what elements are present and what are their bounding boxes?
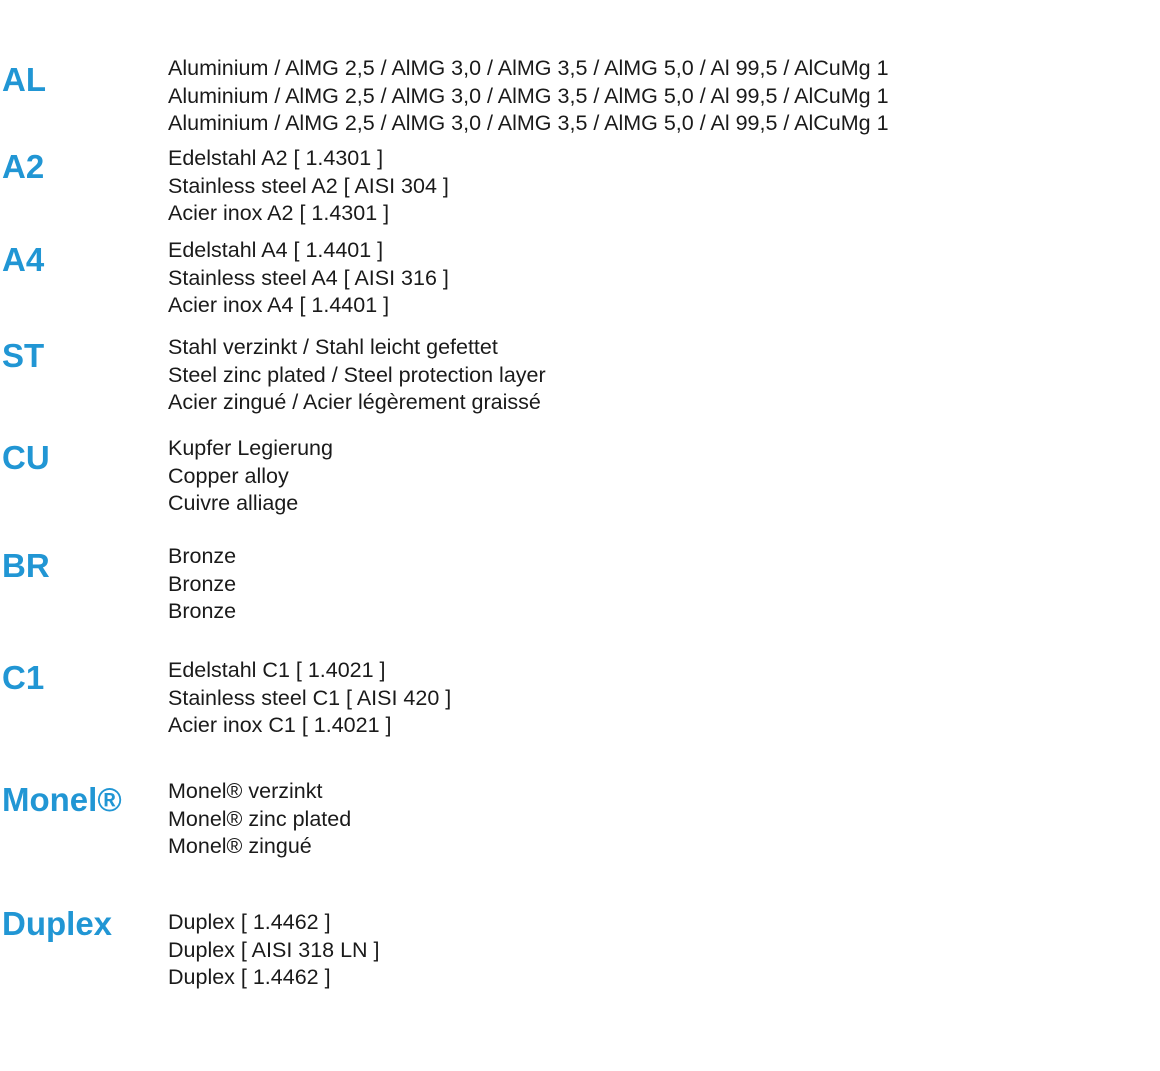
table-row bbox=[0, 307, 1160, 414]
material-code: Monel® bbox=[2, 780, 122, 818]
material-code-cell bbox=[0, 211, 168, 307]
material-description-fr: Acier zingué / Acier légèrement graissé bbox=[168, 390, 541, 414]
material-code: A4 bbox=[2, 240, 45, 278]
table-row bbox=[0, 735, 1160, 863]
material-code-cell bbox=[0, 863, 168, 983]
material-description-en: Steel zinc plated / Steel protection layer bbox=[168, 362, 546, 387]
material-description-de: Edelstahl A2 [ 1.4301 ] bbox=[168, 146, 384, 170]
material-description-en: Stainless steel C1 [ AISI 420 ] bbox=[168, 685, 452, 710]
material-description-fr: Acier inox C1 [ 1.4021 ] bbox=[168, 713, 392, 737]
table-row bbox=[0, 863, 1160, 989]
material-code-cell bbox=[0, 735, 168, 863]
material-code: A2 bbox=[2, 147, 45, 185]
material-description-en: Aluminium / AlMG 2,5 / AlMG 3,0 / AlMG 3,5 / AlMG 5,0 / Al 99,5 / AlCuMg 1 bbox=[168, 83, 889, 108]
table-row bbox=[0, 211, 1160, 317]
material-code: Duplex bbox=[2, 904, 113, 942]
material-description-en: Stainless steel A2 [ AISI 304 ] bbox=[168, 173, 449, 198]
material-description-fr: Monel® zingué bbox=[168, 834, 312, 858]
material-description-en: Duplex [ AISI 318 LN ] bbox=[168, 937, 380, 962]
material-description-cell bbox=[168, 404, 1160, 518]
material-description-en: Monel® zinc plated bbox=[168, 806, 352, 831]
material-description-fr: Cuivre alliage bbox=[168, 491, 299, 515]
material-description-de: Bronze bbox=[168, 544, 237, 568]
material-code-cell bbox=[0, 404, 168, 511]
material-code: AL bbox=[2, 61, 46, 98]
material-description-fr: Acier inox A2 [ 1.4301 ] bbox=[168, 201, 390, 225]
material-description-fr: Duplex [ 1.4462 ] bbox=[168, 965, 331, 989]
material-code-cell bbox=[0, 307, 168, 404]
material-description-cell bbox=[168, 307, 1160, 417]
material-description-cell bbox=[168, 619, 1160, 740]
material-code-cell bbox=[0, 121, 168, 211]
material-description-de: Edelstahl C1 [ 1.4021 ] bbox=[168, 658, 386, 682]
material-description-cell bbox=[168, 511, 1160, 626]
material-code-cell bbox=[0, 619, 168, 735]
table-row bbox=[0, 619, 1160, 735]
material-code: C1 bbox=[2, 658, 45, 696]
table-row bbox=[0, 404, 1160, 515]
material-description-cell bbox=[168, 735, 1160, 861]
material-description-de: Aluminium / AlMG 2,5 / AlMG 3,0 / AlMG 3,5 / AlMG 5,0 / Al 99,5 / AlCuMg 1 bbox=[168, 56, 889, 80]
material-description-de: Monel® verzinkt bbox=[168, 779, 323, 803]
material-description-cell bbox=[168, 863, 1160, 992]
material-description-en: Copper alloy bbox=[168, 463, 289, 488]
material-code: ST bbox=[2, 337, 45, 374]
material-code-cell bbox=[0, 511, 168, 619]
material-code: BR bbox=[2, 546, 50, 584]
material-code: CU bbox=[2, 439, 50, 476]
material-description-de: Kupfer Legierung bbox=[168, 436, 333, 460]
table-row bbox=[0, 511, 1160, 623]
material-description-de: Edelstahl A4 [ 1.4401 ] bbox=[168, 238, 384, 262]
material-description-de: Duplex [ 1.4462 ] bbox=[168, 910, 331, 934]
material-description-fr: Aluminium / AlMG 2,5 / AlMG 3,0 / AlMG 3,5 / AlMG 5,0 / Al 99,5 / AlCuMg 1 bbox=[168, 111, 889, 135]
table-row bbox=[0, 121, 1160, 225]
material-description-fr: Bronze bbox=[168, 599, 237, 623]
material-description-fr: Acier inox A4 [ 1.4401 ] bbox=[168, 293, 390, 317]
material-description-en: Bronze bbox=[168, 571, 237, 596]
material-description-de: Stahl verzinkt / Stahl leicht gefettet bbox=[168, 335, 498, 359]
material-code-cell bbox=[0, 38, 168, 121]
table-row bbox=[0, 38, 1160, 135]
material-description-en: Stainless steel A4 [ AISI 316 ] bbox=[168, 265, 449, 290]
material-description-cell bbox=[168, 211, 1160, 320]
